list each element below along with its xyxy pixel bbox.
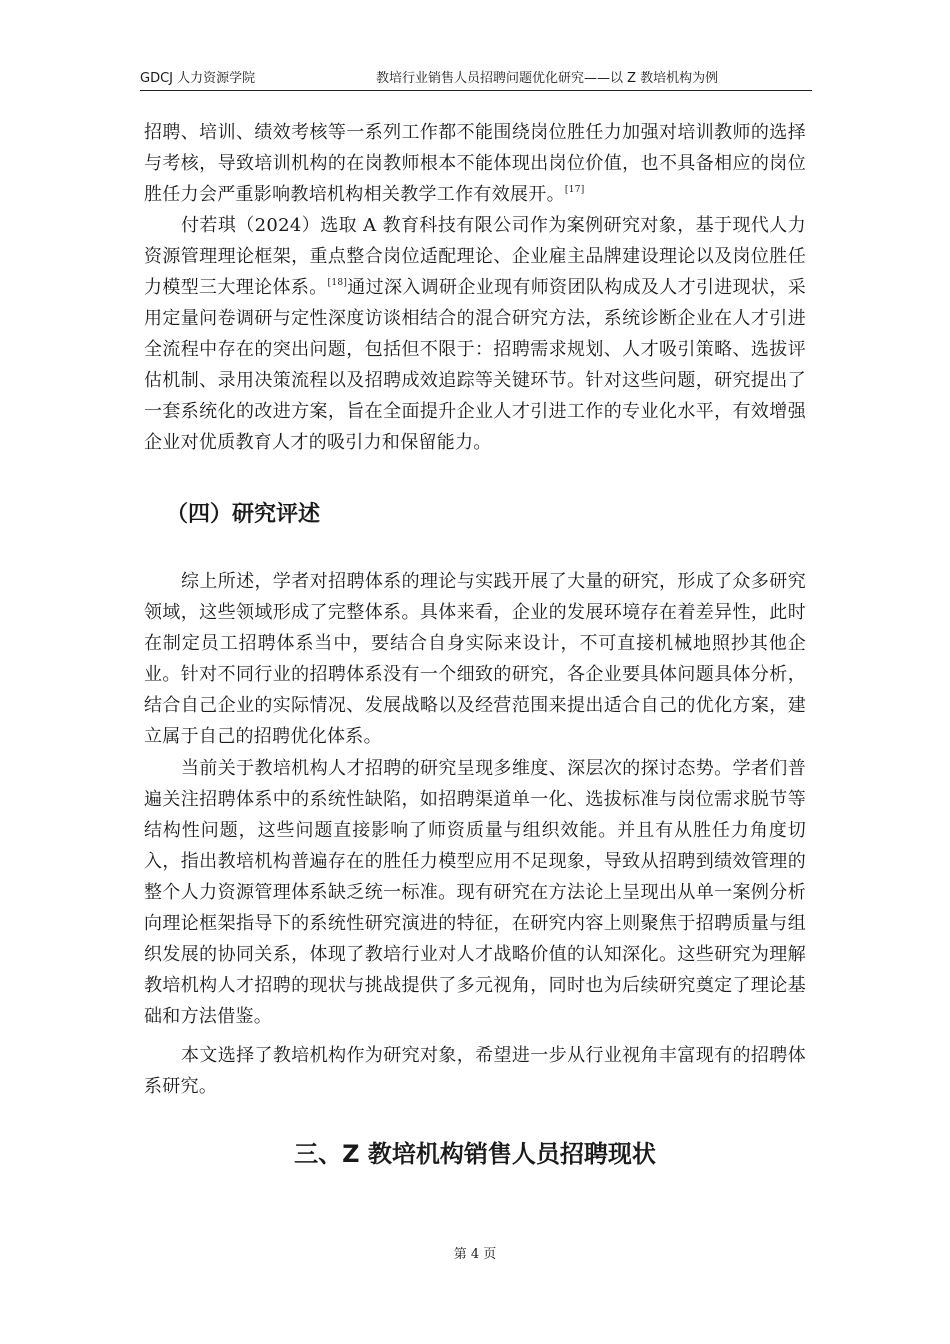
paragraph-text: 招聘、培训、绩效考核等一系列工作都不能围绕岗位胜任力加强对培训教师的选择与考核，导致培训机构的在岗教师根本不能体现出岗位价值，也不具备相应的岗位胜任力会严重影响教培机构相关教学工作有效展开。 [144,122,806,205]
paragraph-text: 通过深入调研企业现有师资团队构成及人才引进现状，采用定量问卷调研与定性深度访谈相结合的混合研究方法，系统诊断企业在人才引进全流程中存在的突出问题，包括但不限于：招聘需求规划、人才吸引策略、选拔评估机制、录用决策流程以及招聘成效追踪等关键环节。针对这些问题，研究提出了一套系统化的改进方案，旨在全面提升企业人才引进工作的专业化水平，有效增强企业对优质教育人才的吸引力和保留能力。 [144,277,807,453]
citation-ref: [17] [564,185,585,195]
paragraph-fu-ruoqi [144,210,806,458]
header-institution: GDCJ 人力资源学院 [140,71,256,86]
page-number: 第 4 页 [453,1247,497,1262]
running-header [140,68,812,91]
paragraph-continued [144,117,806,210]
header-thesis-title: 教培行业销售人员招聘问题优化研究——以 Z 教培机构为例 [376,71,719,86]
paragraph-summary: 综上所述，学者对招聘体系的理论与实践开展了大量的研究，形成了众多研究领域，这些领域形成了完整体系。具体来看，企业的发展环境存在着差异性，此时在制定员工招聘体系当中，要结合自身实际来设计，不可直接机械地照抄其他企业。针对不同行业的招聘体系没有一个细致的研究，各企业要具体问题具体分析，结合自己企业的实际情况、发展战略以及经营范围来提出适合自己的优化方案，建立属于自己的招聘优化体系。 [144,571,806,747]
paragraph-text: 付若琪（2024）选取 A 教育科技有限公司作为案例研究对象，基于现代人力资源管理理论框架，重点整合岗位适配理论、企业雇主品牌建设理论以及岗位胜任力模型三大理论体系。 [144,215,806,298]
paragraph-current-research: 当前关于教培机构人才招聘的研究呈现多维度、深层次的探讨态势。学者们普遍关注招聘体系中的系统性缺陷，如招聘渠道单一化、选拔标准与岗位需求脱节等结构性问题，这些问题直接影响了师资质量与组织效能。并且有从胜任力角度切入，指出教培机构普遍存在的胜任力模型应用不足现象，导致从招聘到绩效管理的整个人力资源管理体系缺乏统一标准。现有研究在方法论上呈现出从单一案例分析向理论框架指导下的系统性研究演进的特征，在研究内容上则聚焦于招聘质量与组织发展的协同关系，体现了教培行业对人才战略价值的认知深化。这些研究为理解教培机构人才招聘的现状与挑战提供了多元视角，同时也为后续研究奠定了理论基础和方法借鉴。 [144,758,806,1027]
paragraph-this-study: 本文选择了教培机构作为研究对象，希望进一步从行业视角丰富现有的招聘体系研究。 [144,1045,806,1097]
chapter-heading: 三、Z 教培机构销售人员招聘现状 [294,1140,656,1168]
section-heading-research-review: （四）研究评述 [166,502,321,527]
citation-ref: [18] [327,278,348,288]
